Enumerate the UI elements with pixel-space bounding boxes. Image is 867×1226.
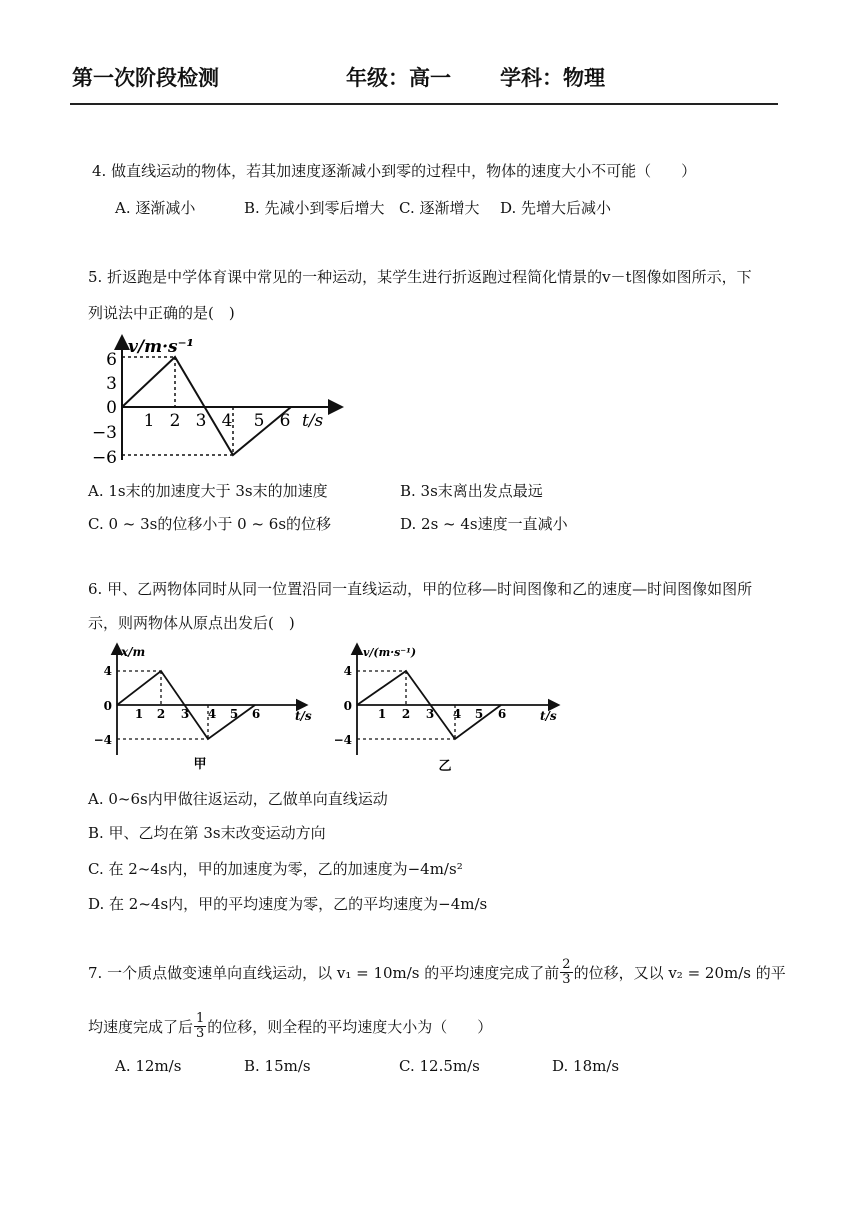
q6-jia-xtick-3: 3: [180, 707, 190, 721]
q6-yi-ytick-0: 0: [343, 699, 352, 713]
q5-stem-line1: 5. 折返跑是中学体育课中常见的一种运动，某学生进行折返跑过程简化情景的v－t图像如图所示，下: [88, 268, 752, 286]
grade-label: 年级：高一: [346, 66, 451, 90]
q7-line1: [88, 958, 786, 987]
q4-stem: 4. 做直线运动的物体，若其加速度逐渐减小到零的过程中，物体的速度大小不可能（ ）: [92, 162, 697, 180]
q7-option-b: B. 15m/s: [244, 1057, 311, 1075]
q5-vt-graph: [91, 330, 355, 470]
q5-xtick-2: 2: [169, 411, 181, 431]
q6-jia-xtick-1: 1: [134, 707, 144, 721]
q7-line2-b: 的位移，则全程的平均速度大小为（ ）: [207, 1018, 493, 1036]
q6-stem-line2: 示，则两物体从原点出发后( ): [88, 614, 295, 632]
q5-ytick-m3: −3: [91, 423, 117, 443]
q7-option-a: A. 12m/s: [115, 1057, 182, 1075]
q7-frac1-den: 3: [562, 972, 571, 987]
q5-option-b: B. 3s末离出发点最远: [400, 482, 543, 500]
q4-option-d: D. 先增大后减小: [500, 199, 612, 217]
q5-option-a: A. 1s末的加速度大于 3s末的加速度: [88, 482, 328, 500]
q6-yi-graph: [335, 640, 575, 778]
q5-xtick-4: 4: [221, 411, 233, 431]
q5-xtick-5: 5: [253, 411, 265, 431]
q5-ytick-m6: −6: [91, 448, 117, 468]
q6-yi-xlabel: t/s: [540, 709, 557, 723]
q5-stem-line2: 列说法中正确的是( ): [88, 304, 235, 322]
q6-jia-ytick-m4: −4: [93, 733, 112, 747]
q7-line2: [88, 1012, 492, 1041]
q5-xtick-6: 6: [279, 411, 291, 431]
q5-ylabel: v/m·s⁻¹: [128, 337, 194, 357]
q5-ytick-0: 0: [106, 398, 117, 418]
q6-jia-ylabel: x/m: [121, 645, 146, 659]
header-rule: [70, 103, 778, 105]
q7-fraction-1-3: [194, 1012, 206, 1041]
q6-jia-xtick-6: 6: [251, 707, 261, 721]
q6-jia-ytick-0: 0: [103, 699, 112, 713]
q6-jia-xtick-2: 2: [156, 707, 166, 721]
q4-option-c: C. 逐渐增大: [399, 199, 480, 217]
q6-option-c: C. 在 2~4s内，甲的加速度为零，乙的加速度为−4m/s²: [88, 860, 463, 878]
q4-option-b: B. 先减小到零后增大: [244, 199, 385, 217]
q6-jia-xtick-5: 5: [229, 707, 239, 721]
q6-yi-ytick-4: 4: [343, 664, 352, 678]
q7-option-c: C. 12.5m/s: [399, 1057, 480, 1075]
q7-frac1-num: 2: [562, 957, 571, 972]
q4-option-a: A. 逐渐减小: [115, 199, 196, 217]
q7-frac2-num: 1: [196, 1011, 205, 1026]
q6-option-d: D. 在 2~4s内，甲的平均速度为零，乙的平均速度为−4m/s: [88, 895, 488, 913]
q7-frac2-den: 3: [196, 1026, 205, 1041]
q6-option-a: A. 0~6s内甲做往返运动，乙做单向直线运动: [88, 790, 388, 808]
q6-jia-xlabel: t/s: [295, 709, 312, 723]
q6-yi-caption: 乙: [438, 759, 452, 774]
q5-ytick-6: 6: [106, 350, 117, 370]
q6-jia-caption: 甲: [193, 757, 207, 772]
q6-yi-xtick-3: 3: [425, 707, 435, 721]
q7-fraction-2-3: [560, 958, 572, 987]
q5-xlabel: t/s: [302, 411, 324, 431]
q6-jia-xtick-4: 4: [207, 707, 217, 721]
q6-jia-graph: [95, 640, 325, 778]
q7-line2-a: 均速度完成了后: [88, 1018, 194, 1036]
q6-yi-xtick-1: 1: [377, 707, 387, 721]
q6-stem-line1: 6. 甲、乙两物体同时从同一位置沿同一直线运动，甲的位移—时间图像和乙的速度—时间图像如图所: [88, 580, 753, 598]
exam-title: 第一次阶段检测: [72, 66, 219, 90]
q5-xtick-1: 1: [143, 411, 155, 431]
q7-option-d: D. 18m/s: [552, 1057, 620, 1075]
q5-ytick-3: 3: [106, 374, 117, 394]
q5-option-d: D. 2s ~ 4s速度一直减小: [400, 515, 568, 533]
q5-xtick-3: 3: [195, 411, 207, 431]
q7-line1-a: 7. 一个质点做变速单向直线运动，以 v₁ = 10m/s 的平均速度完成了前: [88, 964, 560, 982]
q6-jia-ytick-4: 4: [103, 664, 112, 678]
q6-yi-xtick-4: 4: [452, 707, 462, 721]
q6-yi-xtick-5: 5: [474, 707, 484, 721]
q6-yi-ylabel: v/(m·s⁻¹): [363, 646, 417, 659]
q6-yi-xtick-2: 2: [401, 707, 411, 721]
q6-yi-ytick-m4: −4: [333, 733, 352, 747]
q5-option-c: C. 0 ~ 3s的位移小于 0 ~ 6s的位移: [88, 515, 332, 533]
q6-yi-xtick-6: 6: [497, 707, 507, 721]
q6-option-b: B. 甲、乙均在第 3s末改变运动方向: [88, 824, 326, 842]
q7-line1-b: 的位移，又以 v₂ = 20m/s 的平: [573, 964, 786, 982]
subject-label: 学科：物理: [500, 66, 605, 90]
